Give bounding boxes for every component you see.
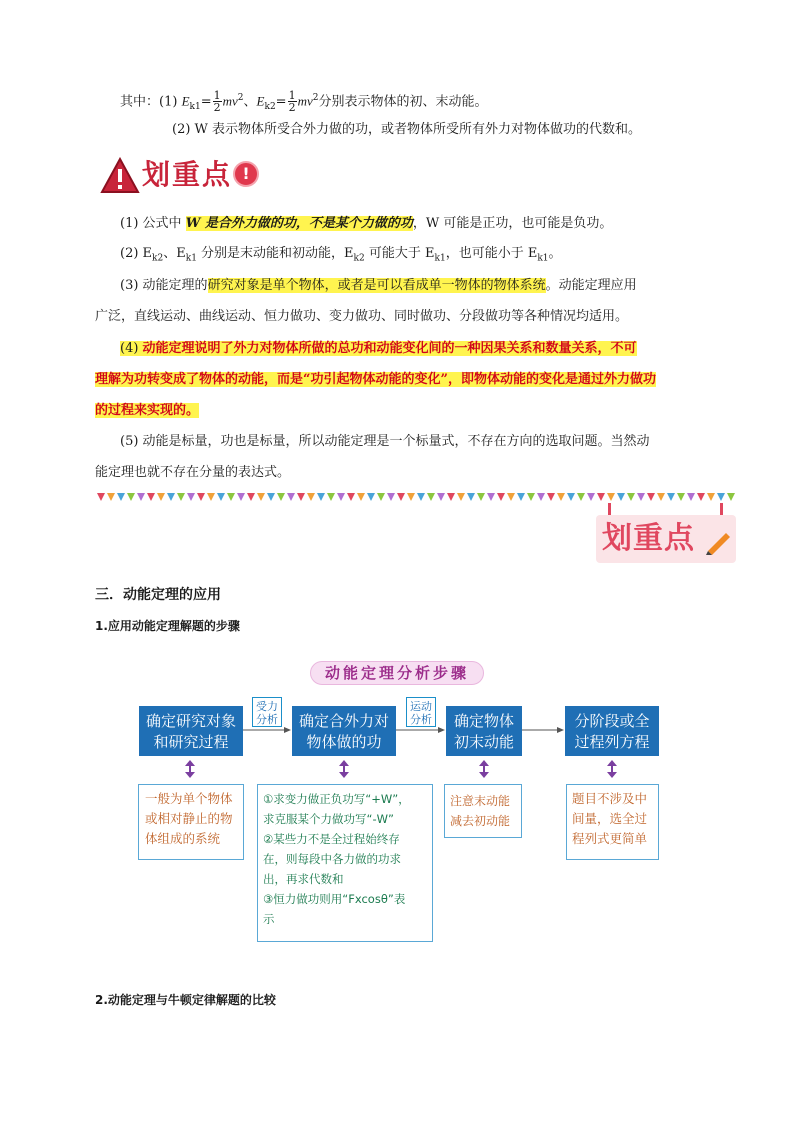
ek2-symbol: E	[256, 93, 265, 109]
point-3-line-1	[120, 276, 637, 296]
pencil-icon	[704, 529, 732, 555]
p4-a: (4)	[120, 341, 143, 356]
p2-s1: k2	[152, 253, 164, 264]
mv-symbol: mv	[222, 93, 238, 109]
mv-symbol-2: mv	[297, 93, 313, 109]
point-4-line-2	[95, 370, 656, 390]
divider-triangle	[187, 493, 195, 501]
divider-triangle	[127, 493, 135, 501]
step-2-line-1: 确定合外力对	[298, 712, 389, 730]
note2-l6: ③恒力做功则用“Fxcosθ”表	[263, 892, 406, 906]
p2-d: 可能大于 E	[364, 246, 435, 261]
divider-triangle	[367, 493, 375, 501]
flow-title: 动能定理分析步骤	[324, 664, 469, 682]
divider-triangle	[617, 493, 625, 501]
note1-l3: 体组成的系统	[145, 831, 221, 846]
step-3-line-1: 确定物体	[453, 712, 514, 730]
divider-triangle	[477, 493, 485, 501]
divider-triangle	[177, 493, 185, 501]
divider-triangle	[277, 493, 285, 501]
note3-l1: 注意末动能	[450, 794, 511, 808]
cap1-l1: 受力	[256, 700, 278, 713]
p4-l3: 的过程来实现的。	[95, 403, 200, 418]
note1-l1: 一般为单个物体	[145, 791, 233, 806]
exclaim-circle-icon: !	[233, 161, 259, 187]
point-1-highlight: W 是合外力做的功，不是某个力做的功	[185, 216, 413, 231]
divider-triangle	[137, 493, 145, 501]
ek2-subscript: k2	[264, 101, 276, 112]
divider-triangle	[107, 493, 115, 501]
step-4-line-2: 过程列方程	[574, 733, 650, 751]
divider-triangle	[517, 493, 525, 501]
motion-analysis-caption	[406, 697, 436, 727]
divider-triangle	[297, 493, 305, 501]
divider-triangle	[647, 493, 655, 501]
section-3-sub-1: 1.应用动能定理解题的步骤	[95, 619, 240, 633]
divider-triangle	[457, 493, 465, 501]
point-2	[120, 244, 562, 269]
p3-highlight: 研究对象是单个物体，或者是可以看成单一物体的物体系统	[207, 278, 546, 293]
force-analysis-caption	[252, 697, 282, 727]
step-4-line-1: 分阶段或全	[574, 712, 650, 730]
fraction-denominator-2: 2	[288, 101, 296, 115]
divider-triangle	[397, 493, 405, 501]
warning-triangle-icon	[100, 157, 140, 195]
divider-triangle	[197, 493, 205, 501]
fraction-numerator: 1	[213, 89, 221, 103]
ek1-symbol: E	[181, 93, 190, 109]
ek1-subscript: k1	[189, 101, 201, 112]
divider-triangle	[217, 493, 225, 501]
note2-l5: 出，再求代数和	[263, 872, 344, 886]
key-point-badge	[100, 155, 270, 197]
flow-connectors	[0, 700, 794, 760]
formula-suffix: 分别表示物体的初、末动能。	[318, 94, 488, 110]
p2-f: 。	[548, 246, 562, 261]
square-exponent-2: 2	[312, 93, 319, 103]
note2-l4: 在，则每段中各力做的功求	[263, 852, 401, 866]
divider-triangle	[577, 493, 585, 501]
point-3-line-2: 广泛，直线运动、曲线运动、恒力做功、变力做功、同时做功、分段做功等各种情况均适用。	[95, 309, 629, 324]
divider-triangle	[607, 493, 615, 501]
p2-s3: k2	[353, 253, 365, 264]
divider-triangle	[717, 493, 725, 501]
divider-triangle	[437, 493, 445, 501]
divider-triangle	[207, 493, 215, 501]
divider-triangle	[497, 493, 505, 501]
p2-s5: k1	[537, 253, 549, 264]
divider-triangle	[377, 493, 385, 501]
note4-l2: 间量，选全过	[572, 811, 648, 826]
note-box-4	[566, 784, 659, 860]
point-5-line-2: 能定理也就不存在分量的表达式。	[95, 465, 291, 480]
p3-a: (3) 动能定理的	[120, 278, 208, 293]
section-3-title: 三．动能定理的应用	[95, 587, 221, 603]
divider-triangle	[357, 493, 365, 501]
divider-triangle	[387, 493, 395, 501]
step-2-line-2: 物体做的功	[306, 733, 382, 751]
divider-triangle	[597, 493, 605, 501]
note2-l2: 求克服某个力做功写“-W”	[263, 812, 394, 826]
fraction-numerator-2: 1	[288, 89, 296, 103]
divider-triangle	[667, 493, 675, 501]
divider-triangle	[657, 493, 665, 501]
p2-s2: k1	[185, 253, 197, 264]
divider-triangle	[267, 493, 275, 501]
divider-triangle	[227, 493, 235, 501]
divider-triangle	[697, 493, 705, 501]
divider-triangle	[147, 493, 155, 501]
step-3-line-2: 初末动能	[453, 733, 514, 751]
point-1-prefix: (1) 公式中	[120, 216, 186, 231]
divider-triangle	[157, 493, 165, 501]
note2-l3: ②某些力不是全过程始终存	[263, 832, 400, 846]
point-4-line-3	[95, 401, 199, 421]
formula-prefix: 其中：(1)	[120, 94, 182, 110]
note4-l3: 程列式更简单	[572, 831, 648, 846]
p3-b: 。动能定理应用	[545, 278, 637, 293]
p2-b: 、E	[163, 246, 186, 261]
divider-triangle	[117, 493, 125, 501]
divider-triangle	[467, 493, 475, 501]
note-box-3	[444, 784, 522, 838]
cap2-l1: 运动	[410, 700, 432, 713]
point-4-line-1	[120, 339, 637, 359]
p4-l2: 理解为功转变成了物体的动能，而是“功引起物体动能的变化”，即物体动能的变化是通过外力做功	[95, 372, 656, 387]
p2-a: (2) E	[120, 246, 153, 261]
divider-triangle	[97, 493, 105, 501]
divider-triangle	[547, 493, 555, 501]
half-fraction-2	[288, 90, 297, 113]
step-1-line-2: 和研究过程	[153, 733, 229, 751]
divider-triangle	[637, 493, 645, 501]
divider-triangle	[487, 493, 495, 501]
note-box-2	[257, 784, 433, 942]
point-1	[120, 214, 612, 234]
formula-line	[120, 85, 488, 120]
equals-sign-2: =	[275, 94, 287, 110]
divider-triangle	[257, 493, 265, 501]
equals-sign: =	[200, 94, 212, 110]
divider-triangle	[537, 493, 545, 501]
divider-triangle	[707, 493, 715, 501]
divider-triangle	[447, 493, 455, 501]
divider-triangle	[567, 493, 575, 501]
divider-triangle	[677, 493, 685, 501]
divider-triangle	[727, 493, 735, 501]
half-fraction	[213, 90, 222, 113]
divider-triangle	[407, 493, 415, 501]
note4-l1: 题目不涉及中	[572, 791, 648, 806]
cap2-l2: 分析	[410, 713, 432, 726]
badge-title: 划重点	[142, 158, 233, 191]
key-point-sign	[596, 503, 736, 565]
note2-l1: ①求变力做正负功写“+W”，	[263, 792, 410, 806]
note-box-1	[138, 784, 244, 860]
square-exponent: 2	[237, 93, 244, 103]
p4-l1: 动能定理说明了外力对物体所做的总功和动能变化间的一种因果关系和数量关系，不可	[142, 341, 637, 356]
divider-triangle	[347, 493, 355, 501]
divider-triangle	[557, 493, 565, 501]
divider-triangle	[687, 493, 695, 501]
divider-triangle	[627, 493, 635, 501]
p2-s4: k1	[434, 253, 446, 264]
note1-l2: 或相对静止的物	[145, 811, 233, 826]
divider-triangle	[167, 493, 175, 501]
divider-triangle	[507, 493, 515, 501]
divider-triangle	[237, 493, 245, 501]
divider-triangle	[307, 493, 315, 501]
divider-triangle	[327, 493, 335, 501]
separator: 、	[243, 94, 257, 110]
divider-triangle	[587, 493, 595, 501]
step-1-line-1: 确定研究对象	[145, 712, 236, 730]
divider-triangle	[287, 493, 295, 501]
p2-e: ，也可能小于 E	[445, 246, 538, 261]
sign-title: 划重点	[602, 521, 695, 556]
divider-triangle	[417, 493, 425, 501]
section-3-sub-2: 2.动能定理与牛顿定律解题的比较	[95, 993, 276, 1007]
divider-triangle	[337, 493, 345, 501]
divider-triangle	[427, 493, 435, 501]
note3-l2: 减去初动能	[450, 814, 511, 828]
w-definition-line: (2) W 表示物体所受合外力做的功，或者物体所受所有外力对物体做功的代数和。	[172, 122, 642, 137]
note2-l7: 示	[263, 912, 275, 926]
divider-triangle	[527, 493, 535, 501]
point-5-line-1: (5) 动能是标量，功也是标量，所以动能定理是一个标量式，不存在方向的选取问题。当然动	[120, 434, 650, 449]
point-1-suffix: ，W 可能是正功，也可能是负功。	[412, 216, 613, 231]
divider-triangle	[247, 493, 255, 501]
p2-c: 分别是末动能和初动能，E	[196, 246, 354, 261]
divider-triangle	[317, 493, 325, 501]
fraction-denominator: 2	[213, 101, 221, 115]
cap1-l2: 分析	[256, 713, 278, 726]
